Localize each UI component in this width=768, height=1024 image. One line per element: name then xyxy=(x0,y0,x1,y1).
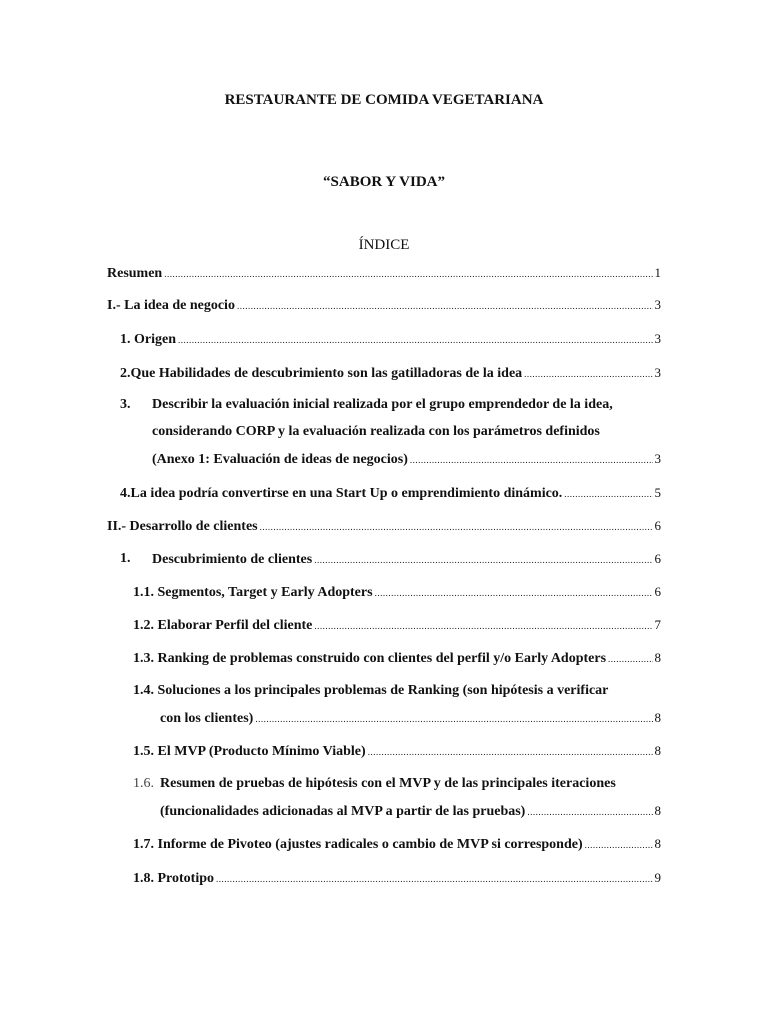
leader-dots xyxy=(564,486,652,502)
leader-dots xyxy=(164,266,652,282)
toc-entry-label: (Anexo 1: Evaluación de ideas de negocios) xyxy=(152,452,408,467)
toc-page-number: 6 xyxy=(654,551,661,566)
toc-page-number: 5 xyxy=(654,485,661,500)
leader-dots xyxy=(608,651,652,667)
leader-dots xyxy=(527,804,652,820)
toc-page-number: 8 xyxy=(654,836,661,851)
leader-dots xyxy=(368,744,653,760)
toc-entry-idea-negocio[interactable] xyxy=(107,297,661,314)
toc-entry-resumen-pruebas-line1[interactable]: Resumen de pruebas de hipótesis con el MVP y de las principales iteraciones xyxy=(160,776,616,791)
toc-entry-label: Resumen xyxy=(107,266,163,281)
toc-entry-habilidades[interactable] xyxy=(120,365,661,382)
toc-entry-prototipo[interactable] xyxy=(133,870,661,887)
toc-entry-number: 3. xyxy=(120,397,131,412)
toc-entry-label: 1.1. Segmentos, Target y Early Adopters xyxy=(133,585,373,600)
toc-entry-label: 1.3. Ranking de problemas construido con clientes del perfil y/o Early Adopters xyxy=(133,651,607,666)
toc-entry-number: 1. xyxy=(120,551,131,566)
document-subtitle: “SABOR Y VIDA” xyxy=(323,174,445,190)
toc-entry-label: 1.8. Prototipo xyxy=(133,871,215,886)
toc-entry-resumen-pruebas[interactable] xyxy=(160,803,661,820)
toc-entry-ranking[interactable] xyxy=(133,650,661,667)
leader-dots xyxy=(260,519,653,535)
toc-entry-describir[interactable] xyxy=(152,451,661,468)
toc-entry-label: I.- La idea de negocio xyxy=(107,298,235,313)
toc-entry-describir-line1[interactable]: Describir la evaluación inicial realizada por el grupo emprendedor de la idea, xyxy=(152,397,613,412)
toc-entry-label: 1.5. El MVP (Producto Mínimo Viable) xyxy=(133,744,366,759)
toc-page-number: 3 xyxy=(654,451,661,466)
toc-entry-desarrollo[interactable] xyxy=(107,518,661,535)
toc-page-number: 3 xyxy=(654,297,661,312)
toc-entry-label: II.- Desarrollo de clientes xyxy=(107,519,258,534)
toc-page-number: 8 xyxy=(654,743,661,758)
document-title: RESTAURANTE DE COMIDA VEGETARIANA xyxy=(224,92,544,108)
toc-page-number: 6 xyxy=(654,518,661,533)
toc-entry-label: (funcionalidades adicionadas al MVP a partir de las pruebas) xyxy=(160,804,526,819)
toc-entry-label: con los clientes) xyxy=(160,711,254,726)
toc-page-number: 8 xyxy=(654,650,661,665)
toc-entry-label: 4.La idea podría convertirse en una Start Up o emprendimiento dinámico. xyxy=(120,486,563,501)
toc-page-number: 9 xyxy=(654,870,661,885)
toc-entry-soluciones-line1[interactable]: 1.4. Soluciones a los principales problemas de Ranking (son hipótesis a verificar xyxy=(133,683,609,698)
leader-dots xyxy=(255,711,652,727)
toc-entry-segmentos[interactable] xyxy=(133,584,661,601)
leader-dots xyxy=(314,552,652,568)
leader-dots xyxy=(216,871,652,887)
toc-page-number: 3 xyxy=(654,331,661,346)
leader-dots xyxy=(237,298,653,314)
leader-dots xyxy=(585,837,653,853)
leader-dots xyxy=(524,366,652,382)
toc-page-number: 3 xyxy=(654,365,661,380)
toc-entry-number: 1.6. xyxy=(133,776,154,791)
toc-page-number: 6 xyxy=(654,584,661,599)
toc-entry-startup[interactable] xyxy=(120,485,661,502)
leader-dots xyxy=(410,452,653,468)
toc-entry-perfil[interactable] xyxy=(133,617,661,634)
toc-entry-resumen[interactable] xyxy=(107,265,661,282)
toc-page-number: 8 xyxy=(654,803,661,818)
toc-page-number: 1 xyxy=(654,265,661,280)
toc-page-number: 7 xyxy=(654,617,661,632)
toc-entry-describir-line2[interactable]: considerando CORP y la evaluación realizada con los parámetros definidos xyxy=(152,424,600,439)
toc-entry-label: 1.2. Elaborar Perfil del cliente xyxy=(133,618,313,633)
toc-entry-descubrimiento[interactable] xyxy=(152,551,661,568)
leader-dots xyxy=(178,332,653,348)
toc-page-number: 8 xyxy=(654,710,661,725)
toc-entry-label: 1. Origen xyxy=(120,332,176,347)
toc-entry-origen[interactable] xyxy=(120,331,661,348)
leader-dots xyxy=(314,618,652,634)
toc-entry-pivoteo[interactable] xyxy=(133,836,661,853)
leader-dots xyxy=(375,585,653,601)
toc-entry-label: Descubrimiento de clientes xyxy=(152,552,313,567)
toc-entry-soluciones[interactable] xyxy=(160,710,661,727)
toc-entry-label: 2.Que Habilidades de descubrimiento son las gatilladoras de la idea xyxy=(120,366,523,381)
toc-entry-label: 1.7. Informe de Pivoteo (ajustes radicales o cambio de MVP si corresponde) xyxy=(133,837,583,852)
toc-entry-mvp[interactable] xyxy=(133,743,661,760)
index-heading: ÍNDICE xyxy=(358,237,410,253)
